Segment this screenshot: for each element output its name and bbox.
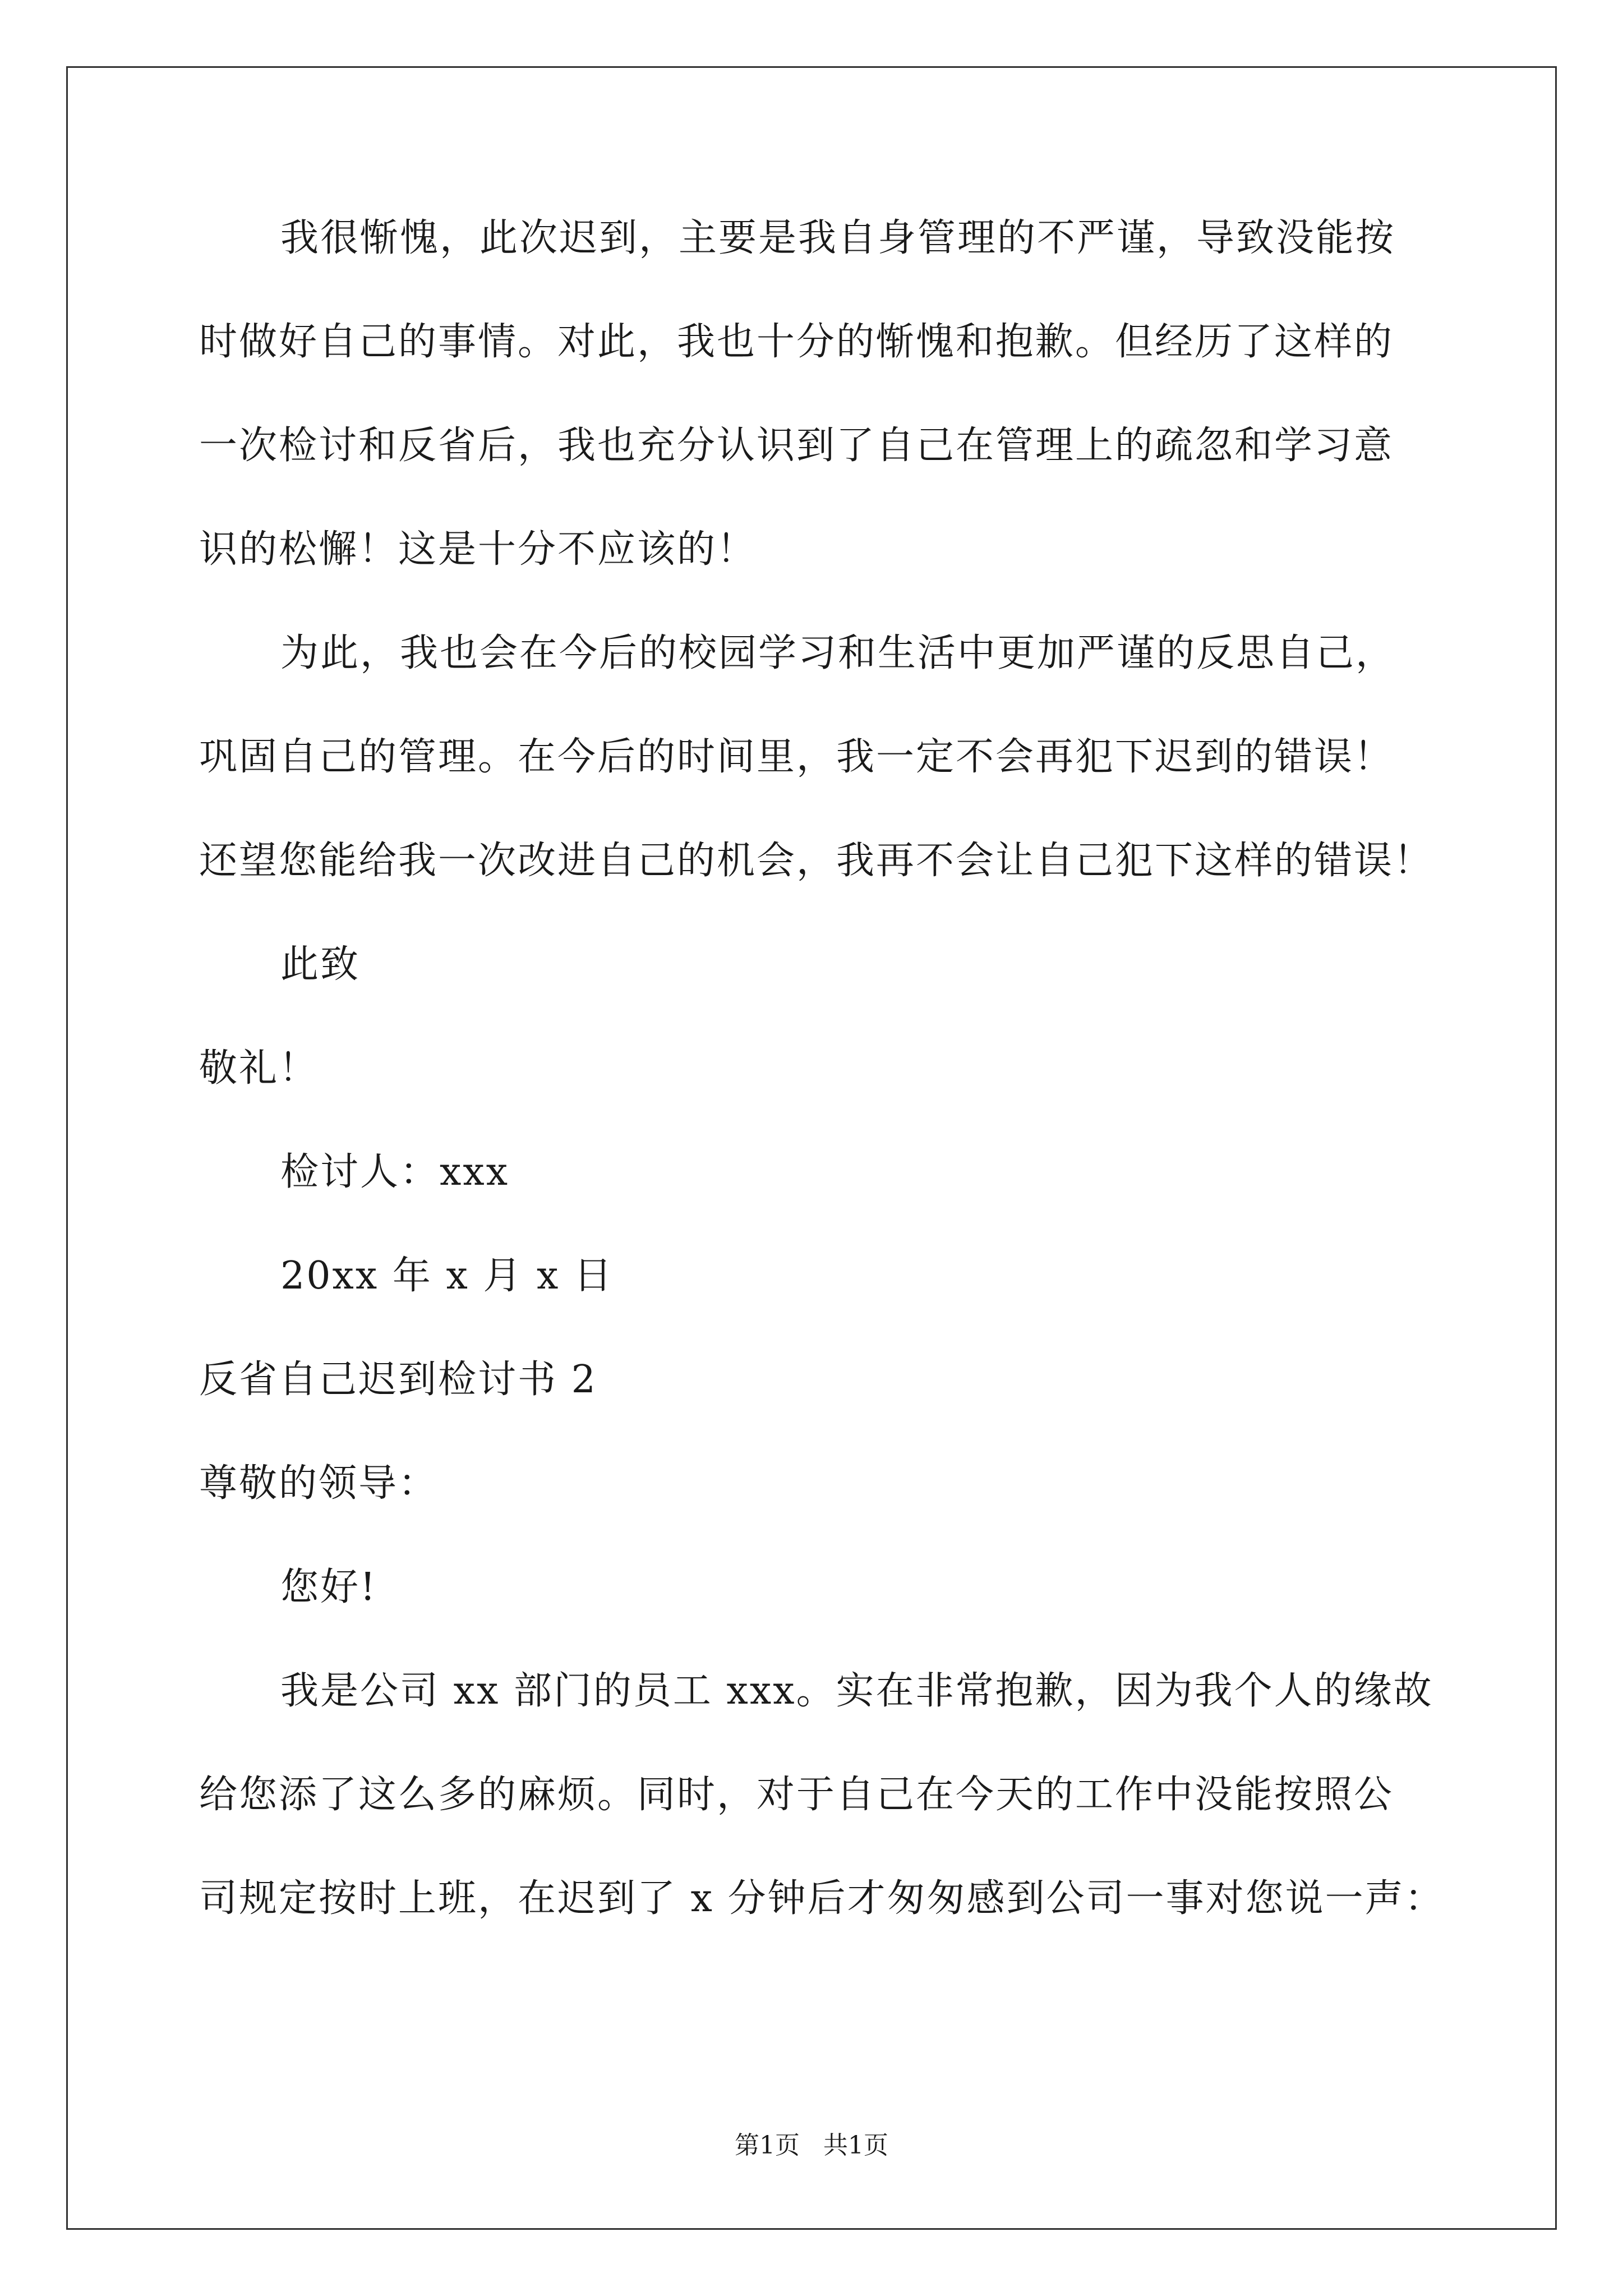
closing-line: 此致 [280, 942, 361, 987]
page-footer: 第1页 共1页 [735, 2131, 888, 2160]
date-line: 20xx 年 x 月 x 日 [280, 1254, 614, 1298]
salutation-line: 敬礼！ [199, 1046, 319, 1091]
paragraph-line: 时做好自己的事情。对此，我也十分的惭愧和抱歉。但经历了这样的 [199, 320, 1394, 364]
paragraph-line: 我很惭愧，此次迟到，主要是我自身管理的不严谨，导致没能按 [280, 216, 1396, 260]
greeting-line: 您好! [280, 1565, 377, 1609]
paragraph-line: 司规定按时上班，在迟到了 x 分钟后才匆匆感到公司一事对您说一声： [199, 1876, 1445, 1921]
paragraph-line: 一次检讨和反省后，我也充分认识到了自己在管理上的疏忽和学习意 [199, 424, 1394, 468]
addressee-line: 尊敬的领导： [199, 1461, 439, 1506]
paragraph-line: 给您添了这么多的麻烦。同时，对于自己在今天的工作中没能按照公 [199, 1773, 1394, 1817]
section-title: 反省自己迟到检讨书 2 [199, 1358, 597, 1402]
paragraph-line: 巩固自己的管理。在今后的时间里，我一定不会再犯下迟到的错误！ [199, 735, 1394, 779]
paragraph-line: 还望您能给我一次改进自己的机会，我再不会让自己犯下这样的错误！ [199, 839, 1434, 883]
paragraph-line: 我是公司 xx 部门的员工 xxx。实在非常抱歉，因为我个人的缘故 [280, 1669, 1433, 1713]
signer-line: 检讨人：xxx [280, 1150, 510, 1194]
paragraph-line: 为此，我也会在今后的校园学习和生活中更加严谨的反思自己， [280, 631, 1396, 675]
paragraph-line: 识的松懈！这是十分不应该的！ [199, 527, 757, 572]
